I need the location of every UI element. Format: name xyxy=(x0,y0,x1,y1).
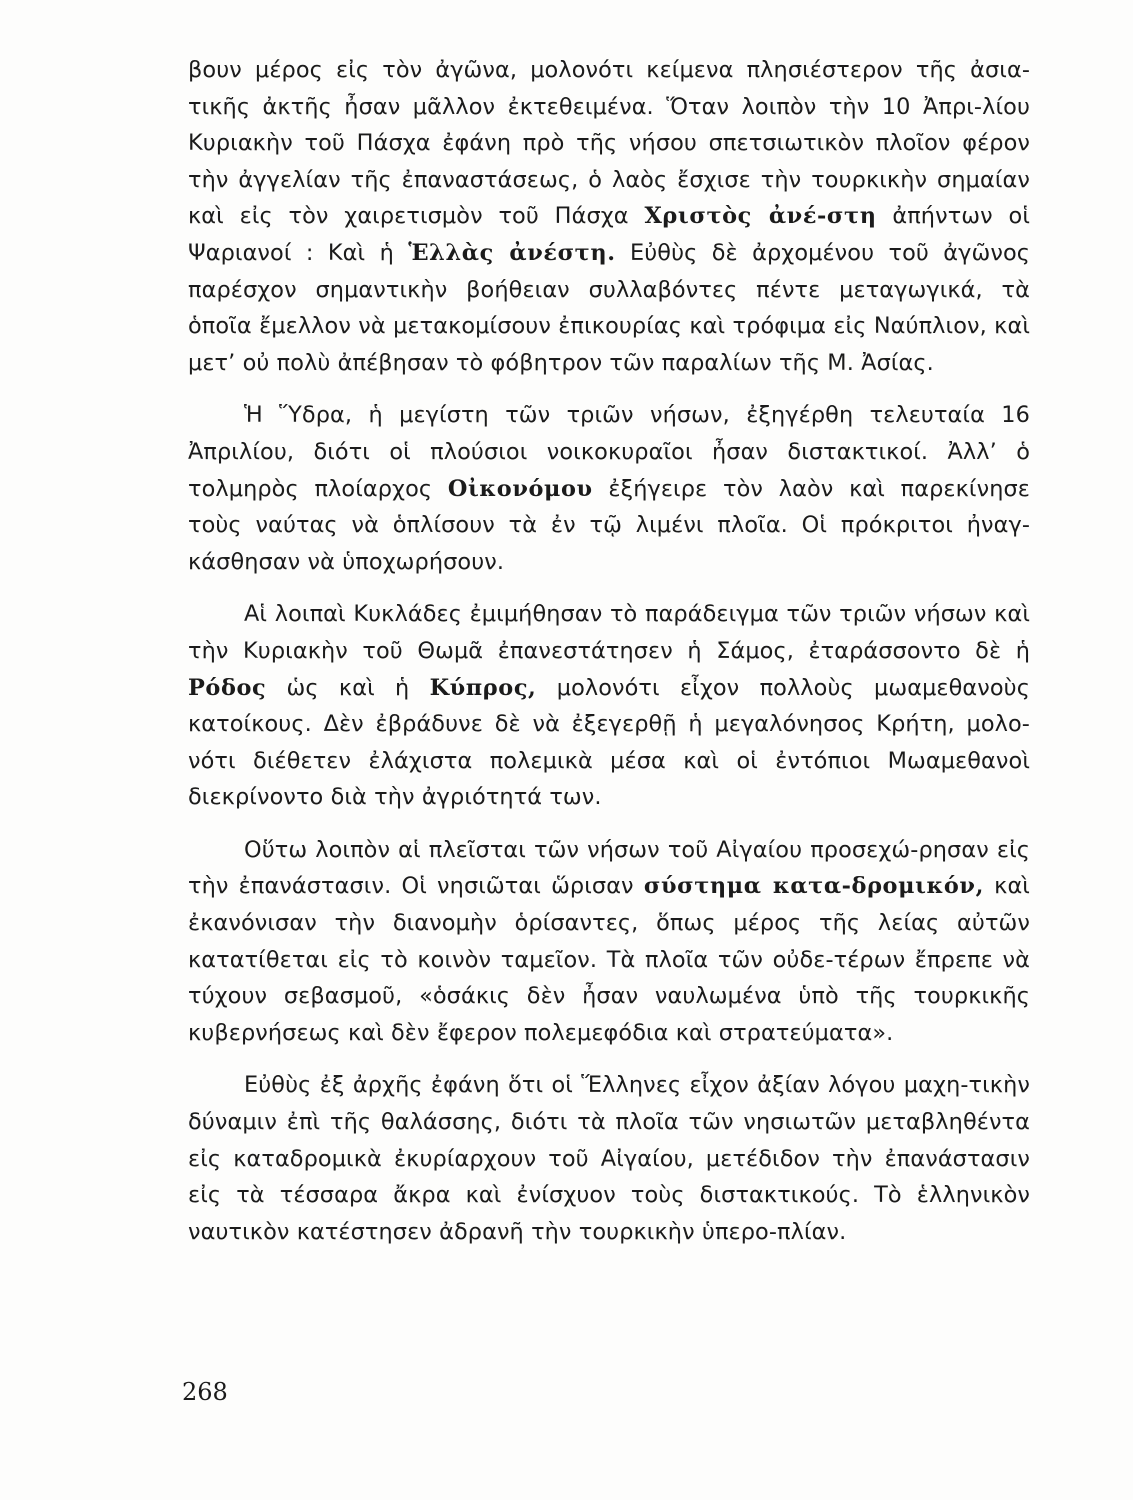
paragraph-5 xyxy=(188,1067,1030,1250)
text-run: Εὐθὺς δὲ ἀρχομένου τοῦ ἀγῶνος παρέσχον σημαντικὴν βοήθειαν συλλαβόντες πέντε μεταγωγικά, τὰ ὁποῖα ἔμελλον νὰ μετακομίσουν ἐπικουρίας καὶ τρόφιμα εἰς Ναύπλιον, καὶ μετ’ οὐ πολὺ ἀπέβησαν τὸ φόβητρον τῶν παραλίων τῆς Μ. Ἀσίας. xyxy=(188,239,1031,376)
text-run: Ἡ Ὕδρα, ἡ μεγίστη τῶν τριῶν νήσων, ἐξηγέρθη τελευταία 16 Ἀπριλίου, διότι οἱ πλούσιοι νοικοκυραῖοι ἦσαν διστακτικοί. Ἀλλ’ ὁ τολμηρὸς πλοίαρχος xyxy=(188,402,1030,502)
bold-phrase: Κύπρος, xyxy=(429,674,537,701)
bold-phrase: Ρόδος xyxy=(188,674,267,701)
text-run: Αἱ λοιπαὶ Κυκλάδες ἐμιμήθησαν τὸ παράδειγμα τῶν τριῶν νήσων καὶ τὴν Κυριακὴν τοῦ Θωμᾶ ἐπανεστάτησεν ἡ Σάμος, ἐταράσσοντο δὲ ἡ xyxy=(188,601,1030,664)
paragraph-3 xyxy=(188,596,1030,816)
bold-phrase: Ἑλλὰς ἀνέστη. xyxy=(408,239,616,266)
page-number: 268 xyxy=(182,1378,228,1406)
text-run: Εὐθὺς ἐξ ἀρχῆς ἐφάνη ὅτι οἱ Ἕλληνες εἶχον ἀξίαν λόγου μαχη-τικὴν δύναμιν ἐπὶ τῆς θαλάσσης, διότι τὰ πλοῖα τῶν νησιωτῶν μεταβληθέντα εἰς καταδρομικὰ ἐκυρίαρχουν τοῦ Αἰγαίου, μετέδιδον τὴν ἐπανάστασιν εἰς τὰ τέσσαρα ἄκρα καὶ ἐνίσχυον τοὺς διστακτικούς. Τὸ ἑλληνικὸν ναυτικὸν κατέστησεν ἀδρανῆ τὴν τουρκικὴν ὑπερο-πλίαν. xyxy=(188,1072,1030,1245)
text-run: μολονότι εἶχον πολλοὺς μωαμεθανοὺς κατοίκους. Δὲν ἐβράδυνε δὲ νὰ ἐξεγερθῇ ἡ μεγαλόνησος Κρήτη, μολο-νότι διέθετεν ἐλάχιστα πολεμικὰ μέσα καὶ οἱ ἐντόπιοι Μωαμεθανοὶ διεκρίνοντο διὰ τὴν ἀγριότητά των. xyxy=(188,674,1030,811)
text-run: βουν μέρος εἰς τὸν ἀγῶνα, μολονότι κείμενα πλησιέστερον τῆς ἀσια-τικῆς ἀκτῆς ἦσαν μᾶλλον ἐκτεθειμένα. Ὅταν λοιπὸν τὴν 10 Ἀπρι-λίου Κυριακὴν τοῦ Πάσχα ἐφάνη πρὸ τῆς νήσου σπετσιωτικὸν πλοῖον φέρον τὴν ἀγγελίαν τῆς ἐπαναστάσεως, ὁ λαὸς ἔσχισε τὴν τουρκικὴν σημαίαν καὶ εἰς τὸν χαιρετισμὸν τοῦ Πάσχα xyxy=(188,57,1030,230)
bold-phrase: Χριστὸς ἀνέ-στη xyxy=(644,203,877,230)
text-run: ὡς καὶ ἡ xyxy=(266,674,430,701)
text-run: Οὕτω λοιπὸν αἱ πλεῖσται τῶν νήσων τοῦ Αἰγαίου προσεχώ-ρησαν εἰς τὴν ἐπανάστασιν. Οἱ νησιῶται ὥρισαν xyxy=(188,836,1030,900)
body-text xyxy=(188,52,1030,1250)
paragraph-2 xyxy=(188,397,1030,580)
text-run: καὶ ἐκανόνισαν τὴν διανομὴν ὁρίσαντες, ὅπως μέρος τῆς λείας αὐτῶν κατατίθεται εἰς τὸ κοινὸν ταμεῖον. Τὰ πλοῖα τῶν οὐδε-τέρων ἔπρεπε νὰ τύχουν σεβασμοῦ, «ὁσάκις δὲν ἦσαν ναυλωμένα ὑπὸ τῆς τουρκικῆς κυβερνήσεως καὶ δὲν ἔφερον πολεμεφόδια καὶ στρατεύματα». xyxy=(188,873,1030,1046)
paragraph-4 xyxy=(188,832,1030,1052)
paragraph-1 xyxy=(188,52,1030,381)
text-run: ἀπήντων οἱ Ψαριανοί : Καὶ ἡ xyxy=(188,203,1030,266)
bold-phrase: Οἰκονόμου xyxy=(447,475,593,502)
text-run: ἐξήγειρε τὸν λαὸν καὶ παρεκίνησε τοὺς ναύτας νὰ ὁπλίσουν τὰ ἐν τῷ λιμένι πλοῖα. Οἱ πρόκριτοι ἠναγ-κάσθησαν νὰ ὑποχωρήσουν. xyxy=(188,475,1030,575)
bold-phrase: σύστημα κατα-δρομικόν, xyxy=(643,873,984,900)
